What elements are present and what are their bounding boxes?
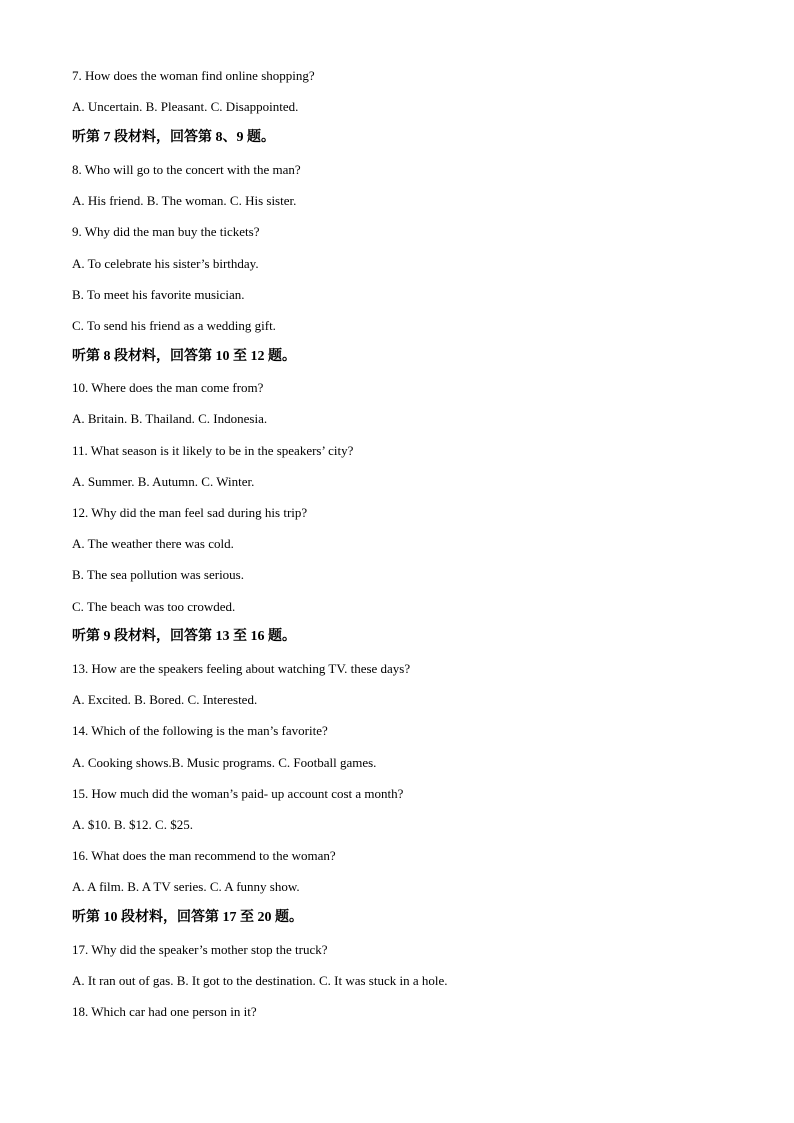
question-11: 11. What season is it likely to be in the speakers’ city? xyxy=(72,443,354,458)
option-9a: A. To celebrate his sister’s birthday. xyxy=(72,256,259,271)
question-10: 10. Where does the man come from? xyxy=(72,380,264,395)
question-16: 16. What does the man recommend to the woman? xyxy=(72,848,336,863)
section-heading-10: 听第 10 段材料，回答第 17 至 20 题。 xyxy=(72,910,303,925)
question-13: 13. How are the speakers feeling about watching TV. these days? xyxy=(72,661,411,676)
section-heading-8: 听第 8 段材料，回答第 10 至 12 题。 xyxy=(72,349,296,364)
section-heading-9: 听第 9 段材料，回答第 13 至 16 题。 xyxy=(72,629,296,644)
option-12c: C. The beach was too crowded. xyxy=(72,599,236,614)
options-11: A. Summer. B. Autumn. C. Winter. xyxy=(72,474,255,489)
question-17: 17. Why did the speaker’s mother stop the truck? xyxy=(72,942,328,957)
question-14: 14. Which of the following is the man’s favorite? xyxy=(72,723,328,738)
option-9b: B. To meet his favorite musician. xyxy=(72,287,245,302)
question-9: 9. Why did the man buy the tickets? xyxy=(72,224,260,239)
options-8: A. His friend. B. The woman. C. His sister. xyxy=(72,193,297,208)
question-12: 12. Why did the man feel sad during his trip? xyxy=(72,505,308,520)
options-10: A. Britain. B. Thailand. C. Indonesia. xyxy=(72,411,268,426)
options-13: A. Excited. B. Bored. C. Interested. xyxy=(72,692,258,707)
option-9c: C. To send his friend as a wedding gift. xyxy=(72,318,276,333)
options-7: A. Uncertain. B. Pleasant. C. Disappointed. xyxy=(72,99,299,114)
option-12b: B. The sea pollution was serious. xyxy=(72,567,244,582)
question-8: 8. Who will go to the concert with the man? xyxy=(72,162,301,177)
section-heading-7: 听第 7 段材料，回答第 8、9 题。 xyxy=(72,130,275,145)
option-12a: A. The weather there was cold. xyxy=(72,536,234,551)
question-15: 15. How much did the woman’s paid- up account cost a month? xyxy=(72,786,404,801)
options-14: A. Cooking shows.B. Music programs. C. Football games. xyxy=(72,755,377,770)
options-16: A. A film. B. A TV series. C. A funny show. xyxy=(72,879,300,894)
options-17: A. It ran out of gas. B. It got to the destination. C. It was stuck in a hole. xyxy=(72,973,448,988)
options-15: A. $10. B. $12. C. $25. xyxy=(72,817,193,832)
question-18: 18. Which car had one person in it? xyxy=(72,1004,257,1019)
question-7: 7. How does the woman find online shopping? xyxy=(72,68,315,83)
